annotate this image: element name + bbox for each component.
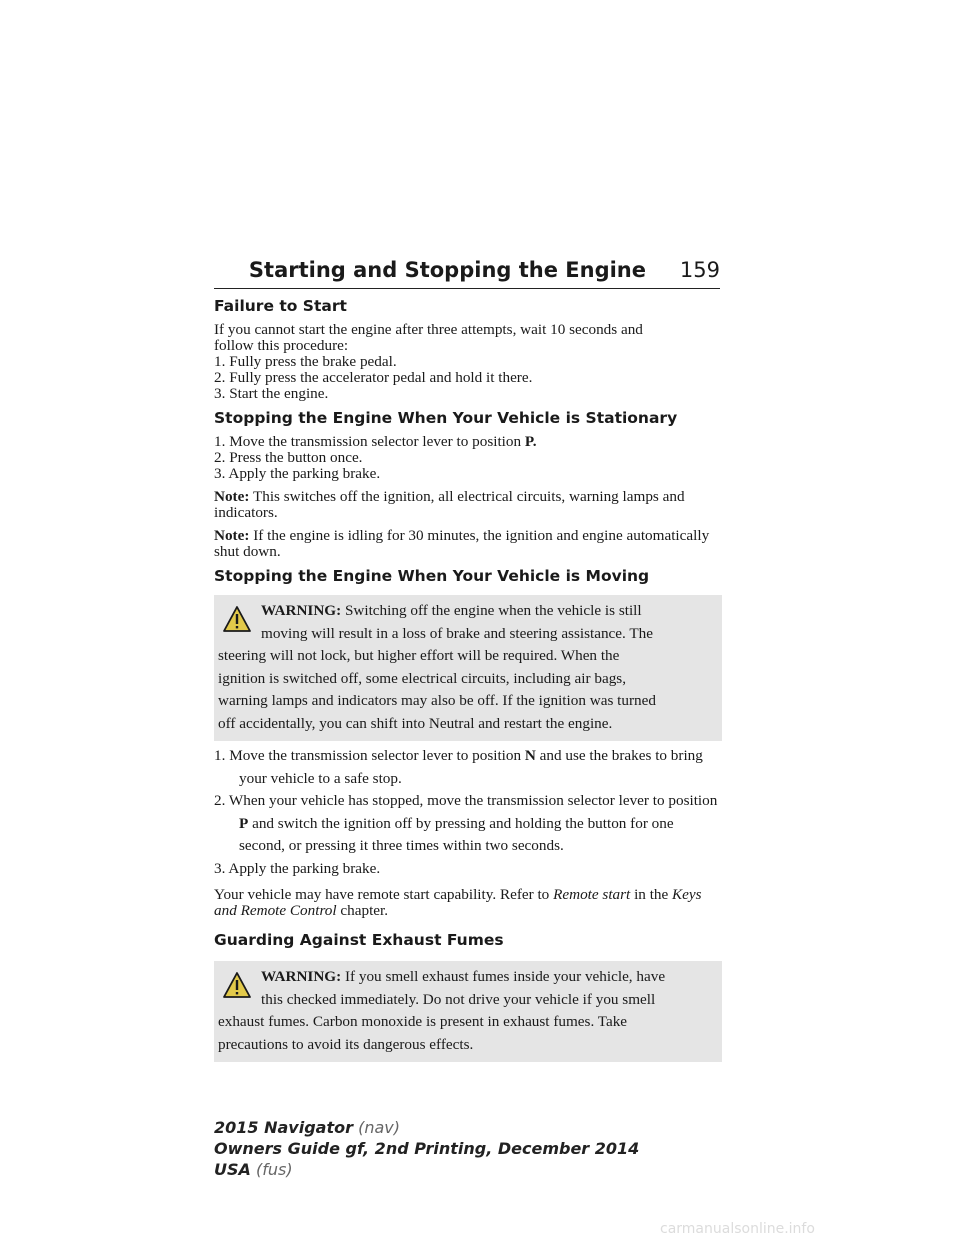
warning-text: Switching off the engine when the vehicle is still bbox=[344, 602, 642, 619]
warning-text: If you smell exhaust fumes inside your vehicle, have bbox=[344, 968, 666, 985]
warning-line: exhaust fumes. Carbon monoxide is present in exhaust fumes. Take bbox=[218, 1013, 628, 1030]
footer-guide bbox=[214, 1138, 639, 1159]
failure-step: 3. Start the engine. bbox=[214, 385, 329, 402]
stationary-step bbox=[214, 434, 722, 450]
model-code: (nav) bbox=[358, 1118, 400, 1137]
position-code: P bbox=[239, 814, 249, 832]
warning-line bbox=[218, 600, 718, 623]
page-footer bbox=[214, 1117, 639, 1180]
region-name: USA bbox=[214, 1160, 251, 1179]
warning-line bbox=[218, 966, 718, 989]
section-heading-moving: Stopping the Engine When Your Vehicle is Moving bbox=[214, 567, 650, 585]
stationary-steps bbox=[214, 434, 722, 482]
warning-line: steering will not lock, but higher effort will be required. When the bbox=[218, 647, 620, 664]
warning-box-moving bbox=[214, 595, 722, 741]
page-number: 159 bbox=[679, 258, 720, 282]
body-text: Your vehicle may have remote start capability. Refer to bbox=[214, 886, 550, 903]
warning-line: ignition is switched off, some electrical circuits, including air bags, bbox=[218, 669, 626, 687]
position-code: N bbox=[524, 747, 536, 764]
cross-reference: Remote start bbox=[553, 886, 631, 903]
failure-step: 1. Fully press the brake pedal. bbox=[214, 353, 397, 370]
warning-triangle-icon bbox=[222, 971, 252, 999]
section-heading-exhaust: Guarding Against Exhaust Fumes bbox=[214, 931, 504, 949]
warning-triangle-icon bbox=[222, 605, 252, 633]
warning-line: warning lamps and indicators may also be off. If the ignition was turned bbox=[218, 692, 656, 709]
moving-step bbox=[214, 790, 722, 858]
moving-step: 3. Apply the parking brake. bbox=[214, 859, 381, 877]
remote-start-text bbox=[214, 887, 722, 919]
warning-box-exhaust bbox=[214, 961, 722, 1062]
region-code: (fus) bbox=[256, 1160, 293, 1179]
section-heading-stationary: Stopping the Engine When Your Vehicle is Stationary bbox=[214, 409, 678, 427]
note-label: Note: bbox=[214, 527, 250, 544]
position-code: P. bbox=[524, 433, 537, 450]
note-ignition bbox=[214, 489, 722, 521]
note-text: If the engine is idling for 30 minutes, the ignition and engine automatically shut down. bbox=[214, 527, 710, 560]
step-text: 2. When your vehicle has stopped, move the transmission selector lever to position bbox=[214, 792, 718, 809]
note-label: Note: bbox=[214, 488, 250, 505]
guide-info: Owners Guide gf, 2nd Printing, December 2014 bbox=[214, 1139, 640, 1158]
watermark: carmanualsonline.info bbox=[660, 1221, 815, 1237]
warning-line: precautions to avoid its dangerous effects. bbox=[218, 1035, 474, 1053]
section-heading-failure: Failure to Start bbox=[214, 297, 347, 315]
body-text: chapter. bbox=[340, 902, 389, 919]
warning-line: this checked immediately. Do not drive your vehicle if you smell bbox=[261, 990, 656, 1008]
failure-intro-line: If you cannot start the engine after three attempts, wait 10 seconds and bbox=[214, 321, 643, 338]
footer-region bbox=[214, 1159, 639, 1180]
step-text: and use the brakes to bring your vehicle to a safe stop. bbox=[239, 747, 703, 787]
cross-reference: Keys and Remote Control bbox=[214, 886, 702, 919]
failure-intro-line: follow this procedure: bbox=[214, 337, 349, 354]
note-idle bbox=[214, 528, 722, 560]
failure-text bbox=[214, 322, 722, 402]
stationary-step: 3. Apply the parking brake. bbox=[214, 465, 381, 482]
chapter-title: Starting and Stopping the Engine bbox=[248, 258, 646, 282]
moving-steps bbox=[214, 745, 722, 880]
page-content bbox=[214, 297, 722, 1066]
step-text: and switch the ignition off by pressing and holding the button for one second, or pressing it three times within two seconds. bbox=[239, 814, 674, 854]
model-name: 2015 Navigator bbox=[214, 1118, 353, 1137]
moving-step bbox=[214, 745, 722, 790]
step-text: 1. Move the transmission selector lever to position bbox=[214, 433, 522, 450]
page-header bbox=[214, 258, 720, 289]
failure-step: 2. Fully press the accelerator pedal and hold it there. bbox=[214, 369, 533, 386]
body-text: in the bbox=[634, 886, 669, 903]
step-text: 1. Move the transmission selector lever to position bbox=[214, 747, 522, 764]
stationary-step: 2. Press the button once. bbox=[214, 449, 363, 466]
warning-line: moving will result in a loss of brake and steering assistance. The bbox=[261, 624, 653, 642]
warning-label: WARNING: bbox=[261, 968, 342, 985]
footer-model bbox=[214, 1117, 639, 1138]
warning-label: WARNING: bbox=[261, 602, 342, 619]
warning-line: off accidentally, you can shift into Neutral and restart the engine. bbox=[218, 714, 613, 732]
note-text: This switches off the ignition, all electrical circuits, warning lamps and indicators. bbox=[214, 488, 685, 521]
